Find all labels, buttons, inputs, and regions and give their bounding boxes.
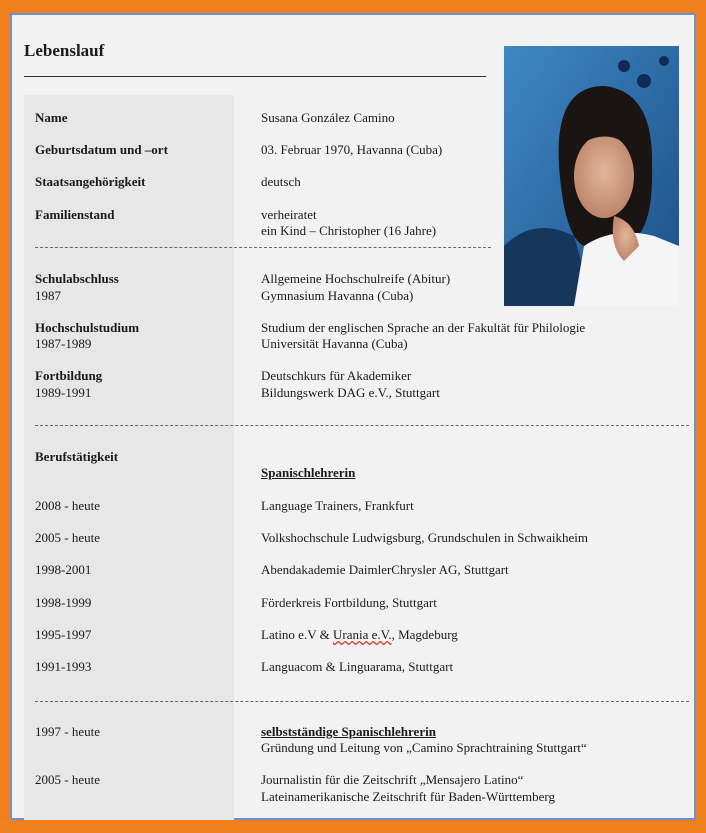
years-training: 1989-1991 (35, 385, 92, 400)
work-entry: Latino e.V & Urania e.V., Magdeburg (261, 627, 458, 642)
self-years: 1997 - heute (35, 724, 100, 739)
work-years: 1995-1997 (35, 627, 92, 642)
value-training-1: Deutschkurs für Akademiker (261, 368, 412, 383)
value-university-1: Studium der englischen Sprache an der Fakultät für Philologie (261, 320, 586, 335)
value-training-2: Bildungswerk DAG e.V., Stuttgart (261, 385, 440, 400)
page-title: Lebenslauf (24, 41, 105, 60)
value-school-1: Allgemeine Hochschulreife (Abitur) (261, 271, 451, 286)
section-divider (35, 247, 491, 248)
work-years: 1998-1999 (35, 595, 92, 610)
label-nationality: Staatsangehörigkeit (35, 174, 146, 189)
value-nationality: deutsch (261, 174, 301, 189)
label-training: Fortbildung (35, 368, 103, 383)
years-school: 1987 (35, 288, 61, 303)
value-marital-status: verheiratet (261, 207, 317, 222)
value-child: ein Kind – Christopher (16 Jahre) (261, 223, 437, 238)
self-entry: Journalistin für die Zeitschrift „Mensajero Latino“ (261, 772, 524, 787)
work-years: 2008 - heute (35, 498, 100, 513)
self-entry: Gründung und Leitung von „Camino Sprachtraining Stuttgart“ (261, 740, 587, 755)
work-entry: Language Trainers, Frankfurt (261, 498, 414, 513)
self-entry-2: Lateinamerikanische Zeitschrift für Baden-Württemberg (261, 789, 555, 804)
work-entry: Abendakademie DaimlerChrysler AG, Stuttgart (261, 562, 509, 577)
self-heading: selbstständige Spanischlehrerin (261, 724, 436, 739)
label-name: Name (35, 110, 68, 125)
self-years: 2005 - heute (35, 772, 100, 787)
label-work: Berufstätigkeit (35, 449, 119, 464)
section-divider (35, 701, 689, 702)
cv-page (10, 13, 696, 820)
section-divider (35, 425, 689, 426)
work-years: 1991-1993 (35, 659, 92, 674)
years-university: 1987-1989 (35, 336, 92, 351)
label-school: Schulabschluss (35, 271, 119, 286)
work-years: 2005 - heute (35, 530, 100, 545)
label-university: Hochschulstudium (35, 320, 140, 335)
label-marital-status: Familienstand (35, 207, 115, 222)
work-entry: Languacom & Linguarama, Stuttgart (261, 659, 454, 674)
value-university-2: Universität Havanna (Cuba) (261, 336, 408, 351)
value-name: Susana González Camino (261, 110, 395, 125)
work-entry: Volkshochschule Ludwigsburg, Grundschulen in Schwaikheim (261, 530, 589, 545)
work-entry: Förderkreis Fortbildung, Stuttgart (261, 595, 437, 610)
work-heading: Spanischlehrerin (261, 465, 356, 480)
work-years: 1998-2001 (35, 562, 92, 577)
value-school-2: Gymnasium Havanna (Cuba) (261, 288, 414, 303)
label-birth: Geburtsdatum und –ort (35, 142, 168, 157)
portrait-photo (504, 46, 679, 306)
value-birth: 03. Februar 1970, Havanna (Cuba) (261, 142, 443, 157)
title-divider (24, 76, 486, 77)
